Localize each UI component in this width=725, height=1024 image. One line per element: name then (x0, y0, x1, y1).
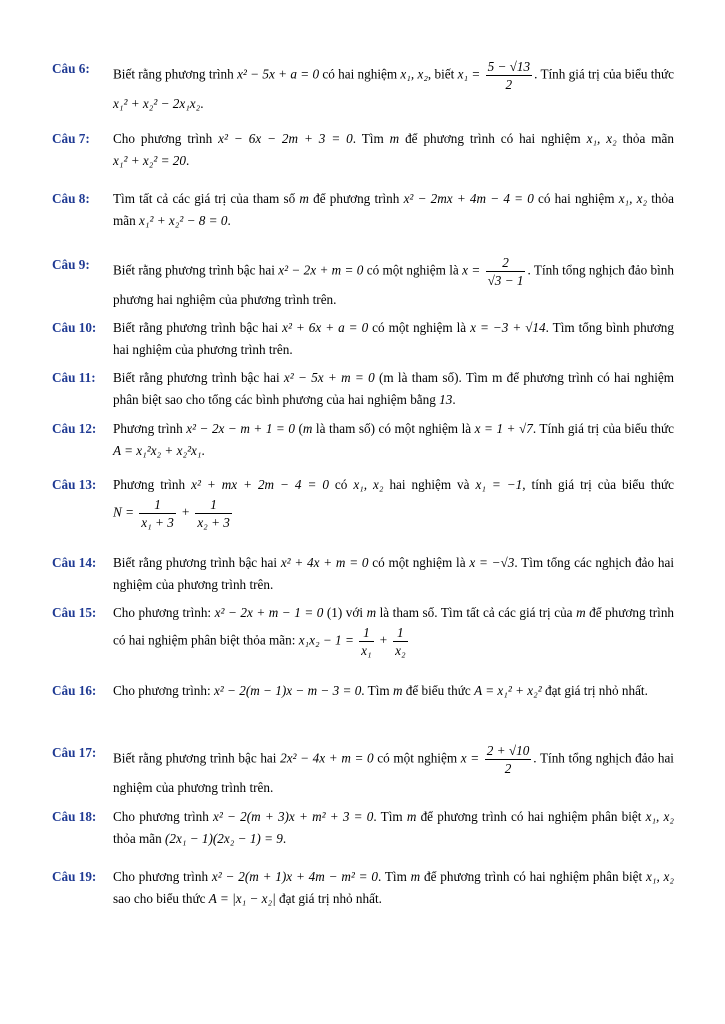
question-10 (52, 317, 674, 361)
question-text-segment: có hai nghiệm (533, 191, 619, 206)
fraction (485, 742, 532, 777)
question-text-segment: có hai nghiệm (319, 66, 401, 82)
question-19 (52, 866, 674, 910)
math-expression: x₁x₂ − 1 = (298, 632, 358, 648)
question-text-segment: thỏa mãn (616, 131, 674, 146)
question-text-segment: , tính giá trị của biểu thức (522, 477, 674, 492)
math-expression: x² − 2(m + 1)x + 4m − m² = 0 (211, 869, 378, 884)
question-text-segment: đạt giá trị nhỏ nhất. (541, 683, 648, 698)
question-text-segment: để phương trình (308, 191, 404, 206)
fraction-numerator: 1 (393, 624, 407, 642)
question-text (113, 680, 674, 702)
fraction (486, 254, 526, 289)
math-expression: x² + 6x + a = 0 (282, 320, 369, 335)
math-expression: x² + mx + 2m − 4 = 0 (191, 477, 329, 492)
question-text-segment: Tìm tất cả các giá trị của tham số (113, 191, 300, 206)
question-text-segment: để phương trình có hai nghiệm (399, 131, 587, 146)
question-text (113, 128, 674, 172)
math-expression: x² − 2(m − 1)x − m − 3 = 0 (213, 683, 362, 698)
math-expression: x² − 2(m + 3)x + m² + 3 = 0 (213, 809, 374, 824)
math-expression: N = (113, 504, 138, 520)
question-text-segment: . Tính giá trị của biểu thức (532, 421, 675, 436)
question-label: Câu 13: (52, 477, 97, 492)
math-expression: x₁² + x₂² = 20 (113, 153, 186, 168)
math-expression: x = −√3 (469, 555, 515, 570)
question-text-segment: . Tìm (361, 683, 393, 698)
question-text (113, 254, 674, 311)
question-text-segment: . Tìm tổng bình phương hai nghiệm của phương trình trên. (113, 320, 674, 357)
question-label: Câu 9: (52, 257, 90, 272)
question-text-segment: để phương trình có hai nghiệm phân biệt (420, 869, 646, 884)
math-expression: + (177, 504, 194, 520)
fraction-numerator: 1 (359, 624, 373, 642)
question-text-segment: thỏa mãn (113, 831, 166, 846)
math-expression: x = −3 + √14 (470, 320, 546, 335)
question-text-segment: Cho phương trình (113, 809, 214, 824)
question-text-segment: (m là tham số). Tìm m để phương trình có hai nghiệm phân biệt sao cho tổng các bình phương của hai nghiệm bằng (113, 370, 674, 407)
question-text (113, 552, 674, 596)
fraction-denominator: 2 (505, 77, 513, 92)
math-expression: x² − 2x + m − 1 = 0 (214, 605, 324, 620)
question-text (113, 418, 674, 462)
question-label: Câu 16: (52, 683, 97, 698)
math-expression: x₁, x₂ (353, 477, 384, 492)
question-label: Câu 7: (52, 131, 90, 146)
math-expression: x₁² + x₂² − 2x₁x₂ (113, 96, 201, 111)
question-text-segment: . (201, 443, 205, 458)
question-9 (52, 254, 674, 311)
question-text-segment: Biết rằng phương trình bậc hai (113, 370, 284, 385)
question-text-segment: (1) với (323, 605, 367, 620)
fraction (139, 496, 176, 531)
question-text-segment: có một nghiệm là (368, 320, 471, 335)
math-expression: x = (460, 750, 483, 766)
fraction-numerator: 1 (139, 496, 176, 514)
question-6 (52, 58, 674, 115)
question-text-segment: là tham số. Tìm tất cả các giá trị của (376, 605, 577, 620)
question-label: Câu 18: (52, 809, 97, 824)
math-expression: x² − 2mx + 4m − 4 = 0 (403, 191, 534, 206)
question-text-segment: . Tìm (373, 809, 407, 824)
question-label: Câu 12: (52, 421, 97, 436)
question-text-segment: Biết rằng phương trình bậc hai (113, 555, 281, 570)
math-expression: 13 (439, 392, 453, 407)
math-expression: x₁ = −1 (475, 477, 523, 492)
question-label: Câu 19: (52, 869, 97, 884)
question-12 (52, 418, 674, 462)
question-text (113, 317, 674, 361)
question-text-segment: có một nghiệm là (363, 262, 463, 278)
fraction-denominator: x₁ (361, 643, 372, 658)
question-text-segment: . (452, 392, 456, 407)
question-text-segment: có một nghiệm là (368, 555, 470, 570)
question-text-segment: Biết rằng phương trình bậc hai (113, 750, 281, 766)
fraction-numerator: 5 − √13 (487, 59, 531, 74)
fraction-denominator: 2 (504, 761, 512, 776)
question-label: Câu 11: (52, 370, 96, 385)
math-expression: A = x₁² + x₂² (474, 683, 542, 698)
question-text-segment: Biết rằng phương trình bậc hai (113, 320, 283, 335)
question-text-segment: sao cho biểu thức (113, 891, 209, 906)
math-expression: x₁, x₂ (618, 191, 648, 206)
question-7 (52, 128, 674, 172)
fraction-denominator: √3 − 1 (487, 273, 524, 288)
question-text-segment: . (185, 153, 190, 168)
fraction (195, 496, 232, 531)
question-17 (52, 742, 674, 799)
fraction-denominator: x₁ + 3 (141, 515, 174, 530)
question-label: Câu 17: (52, 745, 97, 760)
math-expression: x² − 6x − 2m + 3 = 0 (218, 131, 353, 146)
question-text-segment: có (328, 477, 354, 492)
math-expression: x = (462, 262, 484, 278)
math-expression: + (375, 632, 392, 648)
math-expression: A = |x₁ − x₂| (208, 891, 276, 906)
math-expression: x² − 2x + m = 0 (278, 262, 364, 278)
math-expression: m (299, 191, 309, 206)
question-text (113, 188, 674, 232)
question-text-segment: Biết rằng phương trình (113, 66, 238, 82)
math-expression: x² − 5x + a = 0 (237, 66, 320, 82)
question-label: Câu 15: (52, 605, 97, 620)
fraction (393, 624, 407, 659)
question-text-segment: . Tìm (377, 869, 411, 884)
question-text-segment: để phương trình có hai nghiệm phân biệt thỏa mãn: (113, 605, 675, 648)
question-13 (52, 474, 674, 531)
question-text-segment: . (227, 213, 231, 228)
math-expression: A = x₁²x₂ + x₂²x₁ (113, 443, 202, 458)
question-text (113, 58, 674, 115)
question-18 (52, 806, 674, 850)
question-14 (52, 552, 674, 596)
math-expression: x = 1 + √7 (474, 421, 533, 436)
fraction (359, 624, 373, 659)
question-label: Câu 8: (52, 191, 90, 206)
math-expression: x₁, x₂ (646, 869, 674, 884)
math-expression: x₁, x₂ (645, 809, 674, 824)
question-text-segment: đạt giá trị nhỏ nhất. (275, 891, 382, 906)
question-text-segment: có một nghiệm (373, 750, 461, 766)
fraction-numerator: 1 (195, 496, 232, 514)
question-8 (52, 188, 674, 232)
question-11 (52, 367, 674, 411)
math-expression: m (576, 605, 586, 620)
math-expression: x₁, x₂ (586, 131, 617, 146)
question-text-segment: , biết (427, 66, 458, 82)
question-label: Câu 14: (52, 555, 97, 570)
question-text-segment: . Tính tổng nghịch đảo bình phương hai nghiệm của phương trình trên. (113, 262, 674, 307)
question-text-segment: . Tìm (352, 131, 390, 146)
math-expression: x₁, x₂ (400, 66, 428, 82)
fraction-denominator: x₂ (395, 643, 406, 658)
question-text (113, 474, 674, 531)
math-expression: x² − 5x + m = 0 (283, 370, 375, 385)
fraction-numerator: 2 + √10 (486, 743, 530, 758)
question-label: Câu 6: (52, 61, 90, 76)
question-text-segment: Cho phương trình: (113, 605, 215, 620)
fraction-numerator: 2 (486, 254, 526, 272)
math-expression: m (366, 605, 377, 620)
question-text-segment: là tham số) có một nghiệm là (312, 421, 475, 436)
math-expression: x₁² + x₂² − 8 = 0 (139, 213, 228, 228)
question-text-segment: Cho phương trình (113, 869, 212, 884)
question-text-segment: Biết rằng phương trình bậc hai (113, 262, 279, 278)
math-expression: (2x₁ − 1)(2x₂ − 1) = 9 (165, 831, 283, 846)
math-expression: m (302, 421, 313, 436)
math-expression: x² + 4x + m = 0 (280, 555, 369, 570)
question-text-segment: Phương trình (113, 421, 187, 436)
math-expression: m (406, 809, 417, 824)
question-text (113, 806, 674, 850)
question-16 (52, 680, 674, 702)
math-expression: x² − 2x − m + 1 = 0 (186, 421, 295, 436)
question-text-segment: . (200, 96, 204, 111)
question-text-segment: thỏa mãn (113, 191, 674, 228)
question-label: Câu 10: (52, 320, 97, 335)
question-text-segment: Phương trình (113, 477, 192, 492)
question-text-segment: để biểu thức (402, 683, 475, 698)
fraction-denominator: x₂ + 3 (197, 515, 230, 530)
question-text-segment: để phương trình có hai nghiệm phân biệt (416, 809, 646, 824)
question-text (113, 866, 674, 910)
question-text (113, 367, 674, 411)
question-text-segment: . Tính giá trị của biểu thức (534, 66, 675, 82)
math-expression: 2x² − 4x + m = 0 (280, 750, 374, 766)
question-text (113, 602, 674, 659)
question-text-segment: . Tính tổng nghịch đảo hai nghiệm của phương trình trên. (113, 750, 674, 795)
fraction (486, 58, 533, 93)
question-text-segment: . (282, 831, 287, 846)
math-expression: m (410, 869, 421, 884)
question-text-segment: Cho phương trình (113, 131, 219, 146)
math-expression: m (392, 683, 403, 698)
math-expression: m (389, 131, 400, 146)
math-expression: x₁ = (457, 66, 484, 82)
question-text-segment: ( (294, 421, 303, 436)
question-text-segment: . Tìm tổng các nghịch đảo hai nghiệm của phương trình trên. (113, 555, 675, 592)
question-text-segment: Cho phương trình: (113, 683, 214, 698)
question-text-segment: hai nghiệm và (383, 477, 476, 492)
question-text (113, 742, 674, 799)
question-15 (52, 602, 674, 659)
